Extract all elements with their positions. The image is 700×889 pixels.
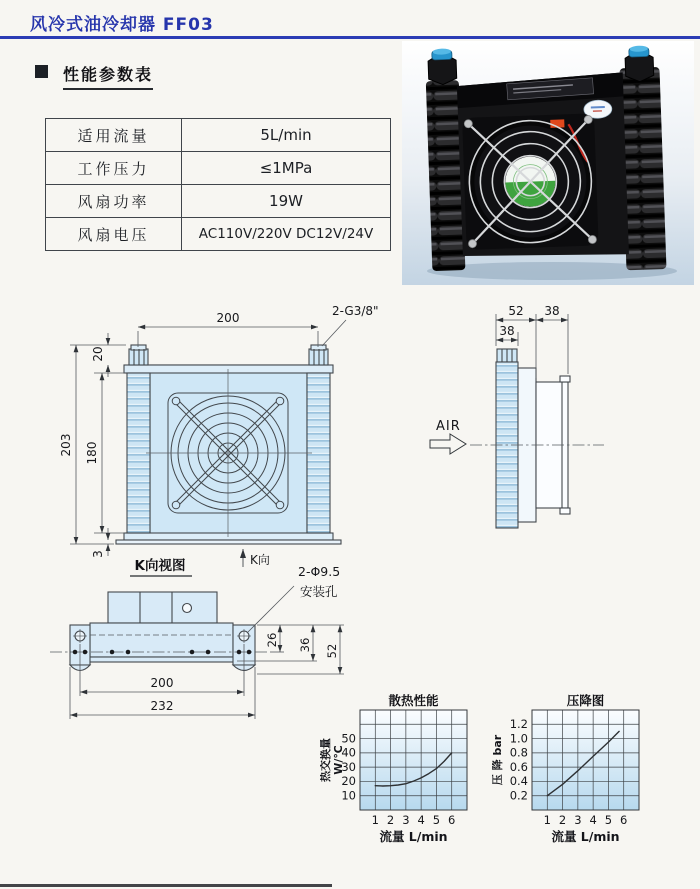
air-flow-arrow [430, 434, 466, 454]
spec-value: 19W [182, 185, 391, 218]
dim-label: 3 [91, 550, 105, 558]
dim-label: 232 [150, 699, 174, 713]
front-view-drawing [50, 293, 395, 587]
x-tick-label: 3 [402, 813, 410, 827]
y-tick-label: 20 [341, 774, 356, 789]
product-photo [402, 41, 694, 289]
dim-label: 203 [59, 433, 73, 457]
y-tick-label: 30 [341, 759, 356, 774]
k-direction-label: K向 [250, 553, 270, 567]
x-tick-label: 6 [448, 813, 456, 827]
hole-note: 2-Φ9.5 [298, 564, 341, 579]
spec-label: 风扇功率 [46, 185, 182, 218]
y-tick-label: 40 [341, 745, 356, 760]
x-tick-label: 3 [574, 813, 582, 827]
dim-label: 52 [508, 304, 524, 318]
dim-label: 180 [85, 441, 99, 465]
left-port-fitting [129, 345, 148, 365]
plot-area [360, 710, 467, 810]
y-tick-label: 0.6 [509, 759, 528, 774]
spec-value: ≤1MPa [182, 152, 391, 185]
y-tick-label: 0.4 [509, 774, 528, 789]
y-axis-label: 热交换量 [320, 738, 332, 782]
product-photo-svg [402, 41, 694, 285]
front-body [150, 365, 307, 540]
y-tick-label: 0.8 [509, 745, 528, 760]
pressure-drop-chart-svg [492, 694, 670, 856]
spec-value: AC110V/220V DC12V/24V [182, 218, 391, 251]
heat-dissipation-chart [320, 694, 498, 860]
front-view-unit [116, 345, 341, 544]
side-view-drawing [422, 288, 672, 582]
heat-dissipation-chart-svg [320, 694, 498, 856]
spec-label: 适用流量 [46, 119, 182, 152]
x-tick-label: 5 [604, 813, 613, 827]
chart-title: 散热性能 [388, 694, 439, 708]
dim-label: 200 [216, 311, 240, 325]
x-tick-label: 2 [558, 813, 567, 827]
spec-label: 风扇电压 [46, 218, 182, 251]
dim-label: 38 [499, 324, 515, 338]
x-tick-label: 5 [432, 813, 441, 827]
scan-edge-artifact [0, 884, 332, 887]
hole-note: 安装孔 [300, 584, 338, 599]
x-tick-label: 1 [543, 813, 551, 827]
air-label: AIR [436, 419, 461, 434]
pressure-drop-chart [492, 694, 670, 860]
base-strip [116, 540, 341, 544]
y-tick-label: 0.2 [509, 788, 528, 803]
front-view-svg [50, 293, 395, 583]
dim-label: 20 [91, 346, 105, 362]
table-row [46, 152, 391, 185]
x-tick-label: 6 [620, 813, 628, 827]
fan-housing-top [108, 592, 217, 623]
chart-title: 压降图 [566, 694, 605, 708]
dim-label: 38 [544, 304, 560, 318]
x-axis-label: 流量 L/min [551, 829, 620, 844]
port-label: 2-G3/8" [332, 304, 379, 318]
dim-label: 200 [150, 676, 174, 690]
header-rule [0, 36, 700, 39]
spec-value: 5L/min [182, 119, 391, 152]
section-title: 性能参数表 [63, 62, 153, 90]
dim-label: 26 [265, 632, 279, 648]
bottom-view-unit [70, 592, 255, 671]
x-axis-label: 流量 L/min [379, 829, 448, 844]
section-header [35, 62, 153, 90]
side-view-svg [422, 288, 672, 578]
square-bullet-icon [35, 65, 48, 78]
y-tick-label: 10 [341, 788, 356, 803]
view-title: K向视图 [134, 558, 186, 574]
dim-label: 52 [325, 643, 339, 659]
table-row [46, 185, 391, 218]
page-title: 风冷式油冷却器 FF03 [30, 15, 214, 35]
x-tick-label: 4 [589, 813, 597, 827]
y-tick-label: 1.0 [509, 731, 528, 746]
x-tick-label: 1 [371, 813, 379, 827]
right-port-fitting [309, 345, 328, 365]
y-axis-label: W/℃ [332, 745, 345, 775]
table-row [46, 119, 391, 152]
x-tick-label: 4 [417, 813, 425, 827]
spec-label: 工作压力 [46, 152, 182, 185]
x-tick-label: 2 [386, 813, 395, 827]
y-tick-label: 1.2 [509, 717, 528, 732]
y-tick-label: 50 [341, 731, 356, 746]
dim-label: 36 [298, 637, 312, 653]
port-leader-line [322, 320, 346, 346]
table-row [46, 218, 391, 251]
side-view-unit [496, 349, 570, 528]
y-axis-label: 压 降 bar [492, 734, 504, 786]
spec-table [45, 118, 391, 251]
